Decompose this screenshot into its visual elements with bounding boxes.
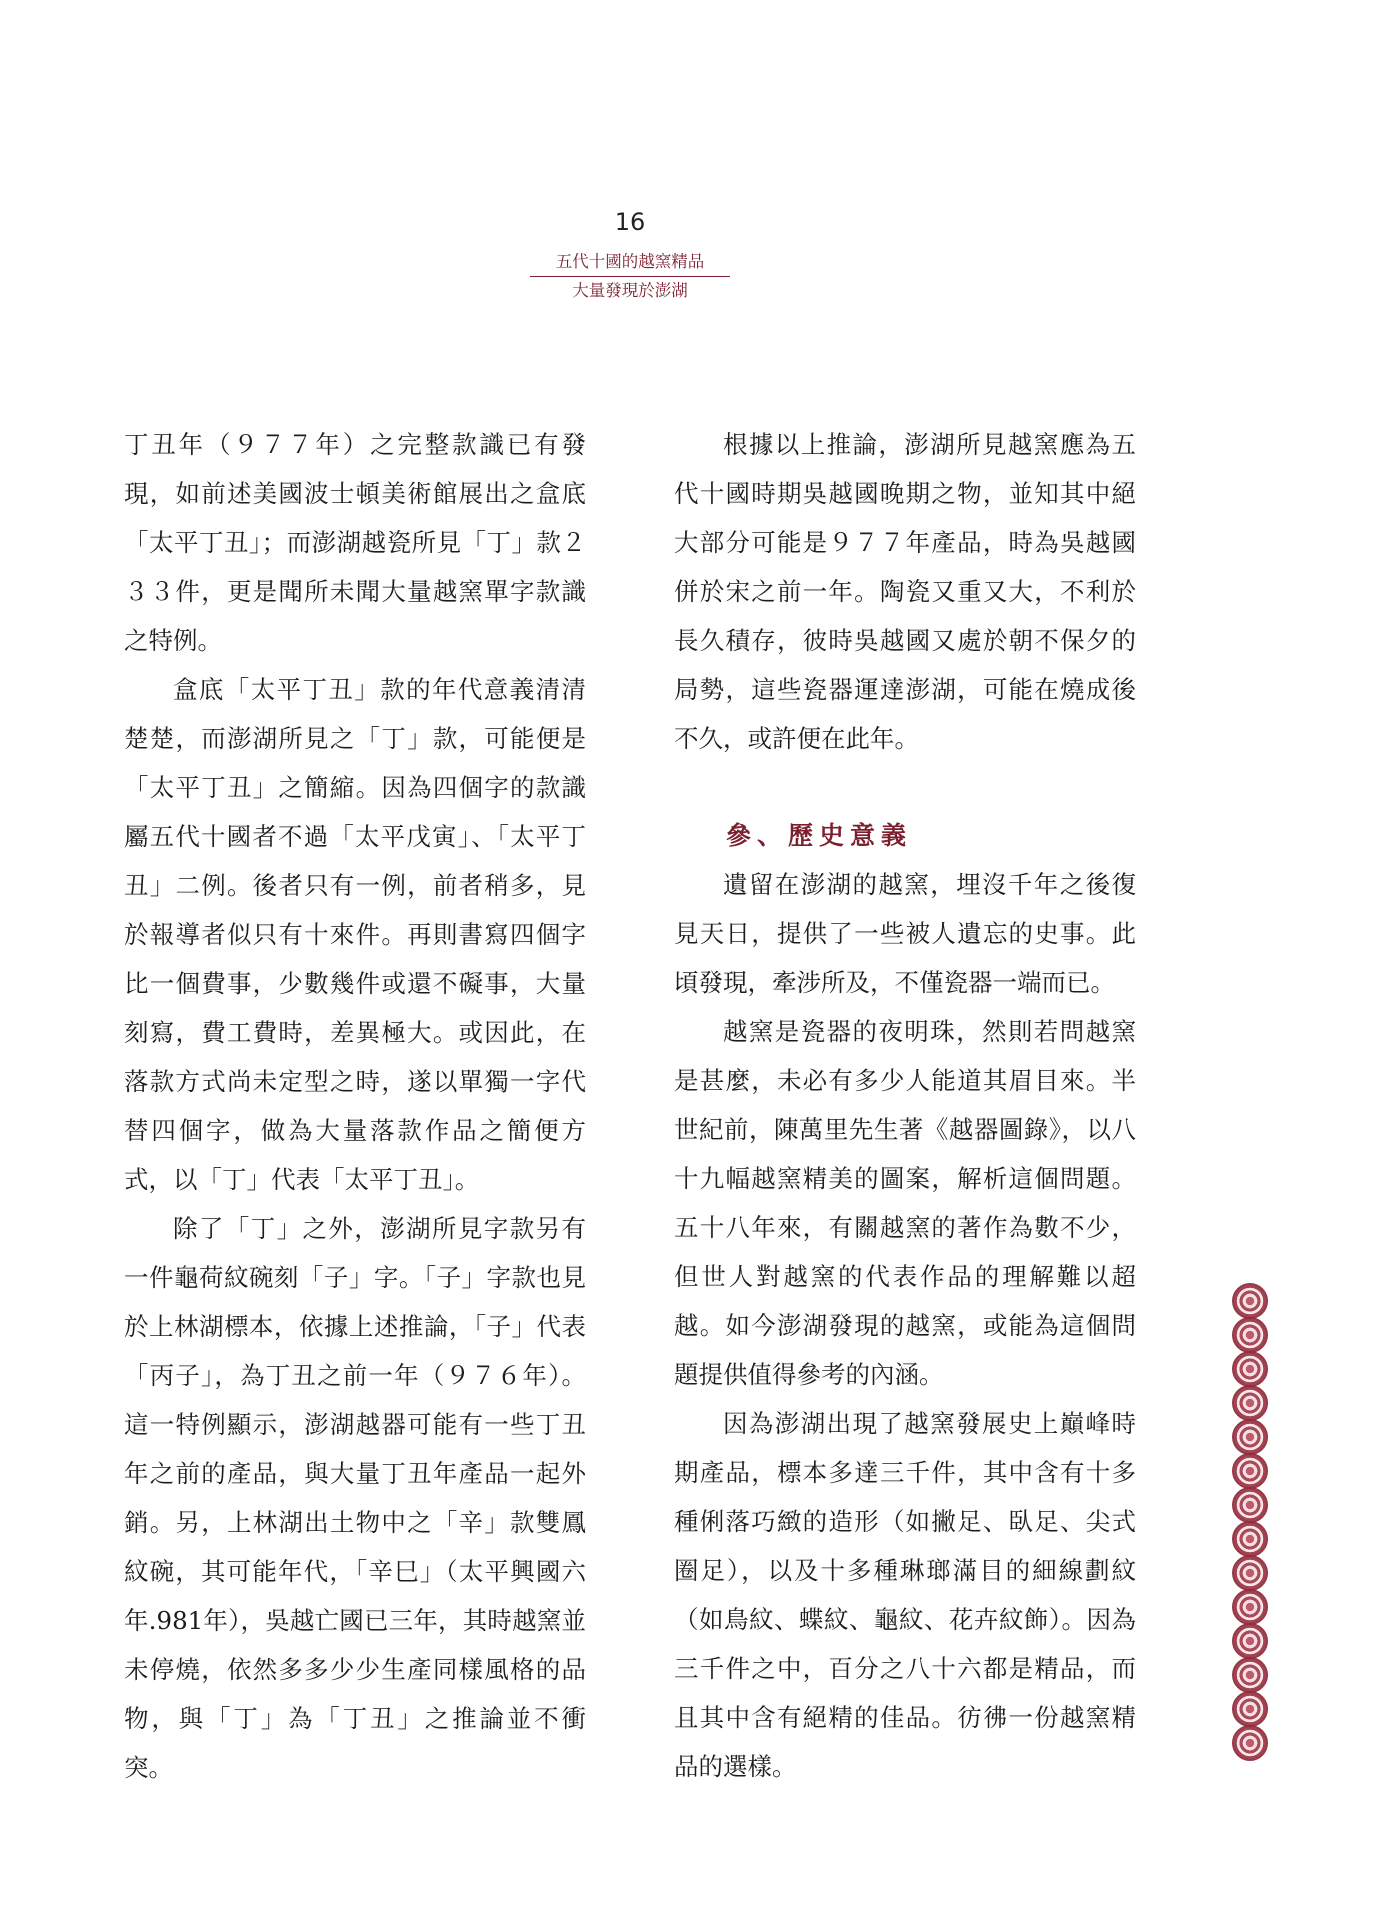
seal-stamp-icon xyxy=(1232,1725,1268,1761)
seal-stamp-icon xyxy=(1232,1385,1268,1421)
seal-stamp-icon xyxy=(1232,1657,1268,1693)
right-paragraph-1: 根據以上推論，澎湖所見越窯應為五代十國時期吳越國晚期之物，並知其中絕大部分可能是９７７年產品，時為吳越國併於宋之前一年。陶瓷又重又大，不利於長久積存，彼時吳越國又處於朝不保夕的局勢，這些瓷器運達澎湖，可能在燒成後不久，或許便在此年。 xyxy=(674,430,1136,753)
seal-stamp-icon xyxy=(1232,1283,1268,1319)
left-text-column xyxy=(124,420,586,1792)
section-heading: 參、歷史意義 xyxy=(726,821,913,850)
right-paragraph-3: 越窯是瓷器的夜明珠，然則若問越窯是甚麼，未必有多少人能道其眉目來。半世紀前，陳萬里先生著《越器圖錄》，以八十九幅越窯精美的圖案，解析這個問題。五十八年來，有關越窯的著作為數不少，但世人對越窯的代表作品的理解難以超越。如今澎湖發現的越窯，或能為這個問題提供值得參考的內涵。 xyxy=(674,1017,1136,1389)
header-title-line-1: 五代十國的越窯精品 xyxy=(530,250,730,277)
seal-stamp-icon xyxy=(1232,1691,1268,1727)
left-paragraph-2: 盒底「太平丁丑」款的年代意義清清楚楚，而澎湖所見之「丁」款，可能便是「太平丁丑」之簡縮。因為四個字的款識屬五代十國者不過「太平戊寅」、「太平丁丑」二例。後者只有一例，前者稍多，見於報導者似只有十來件。再則書寫四個字比一個費事，少數幾件或還不礙事，大量刻寫，費工費時，差異極大。或因此，在落款方式尚未定型之時，遂以單獨一字代替四個字，做為大量落款作品之簡便方式，以「丁」代表「太平丁丑」。 xyxy=(124,675,586,1194)
right-paragraph-2: 遺留在澎湖的越窯，埋沒千年之後復見天日，提供了一些被人遺忘的史事。此頃發現，牽涉所及，不僅瓷器一端而已。 xyxy=(674,870,1136,997)
running-header xyxy=(530,250,730,303)
header-title-line-2: 大量發現於澎湖 xyxy=(572,281,688,300)
left-paragraph-3: 除了「丁」之外，澎湖所見字款另有一件龜荷紋碗刻「子」字。「子」字款也見於上林湖標本，依據上述推論，「子」代表「丙子」，為丁丑之前一年（９７６年）。這一特例顯示，澎湖越器可能有一些丁丑年之前的產品，與大量丁丑年產品一起外銷。另，上林湖出土物中之「辛」款雙鳳紋碗，其可能年代，「辛巳」（太平興國六年.981年），吳越亡國已三年，其時越窯並未停燒，依然多多少少生產同樣風格的品物，與「丁」為「丁丑」之推論並不衝突。 xyxy=(124,1214,586,1782)
right-paragraph-4: 因為澎湖出現了越窯發展史上巔峰時期產品，標本多達三千件，其中含有十多種俐落巧緻的造形（如撇足、臥足、尖式圈足），以及十多種琳瑯滿目的細線劃紋（如鳥紋、蝶紋、龜紋、花卉紋飾）。因為三千件之中，百分之八十六都是精品，而且其中含有絕精的佳品。彷彿一份越窯精品的選樣。 xyxy=(674,1409,1136,1781)
seal-stamp-icon xyxy=(1232,1453,1268,1489)
left-paragraph-1: 丁丑年（９７７年）之完整款識已有發現，如前述美國波士頓美術館展出之盒底「太平丁丑」；而澎湖越瓷所見「丁」款２３３件，更是聞所未聞大量越窯單字款識之特例。 xyxy=(124,430,586,655)
seal-stamp-column xyxy=(1232,1283,1272,1763)
seal-stamp-icon xyxy=(1232,1351,1268,1387)
seal-stamp-icon xyxy=(1232,1487,1268,1523)
page-number: 16 xyxy=(614,208,646,236)
seal-stamp-icon xyxy=(1232,1419,1268,1455)
seal-stamp-icon xyxy=(1232,1589,1268,1625)
seal-stamp-icon xyxy=(1232,1623,1268,1659)
seal-stamp-icon xyxy=(1232,1317,1268,1353)
seal-stamp-icon xyxy=(1232,1521,1268,1557)
seal-stamp-icon xyxy=(1232,1555,1268,1591)
right-text-column xyxy=(674,420,1136,1791)
